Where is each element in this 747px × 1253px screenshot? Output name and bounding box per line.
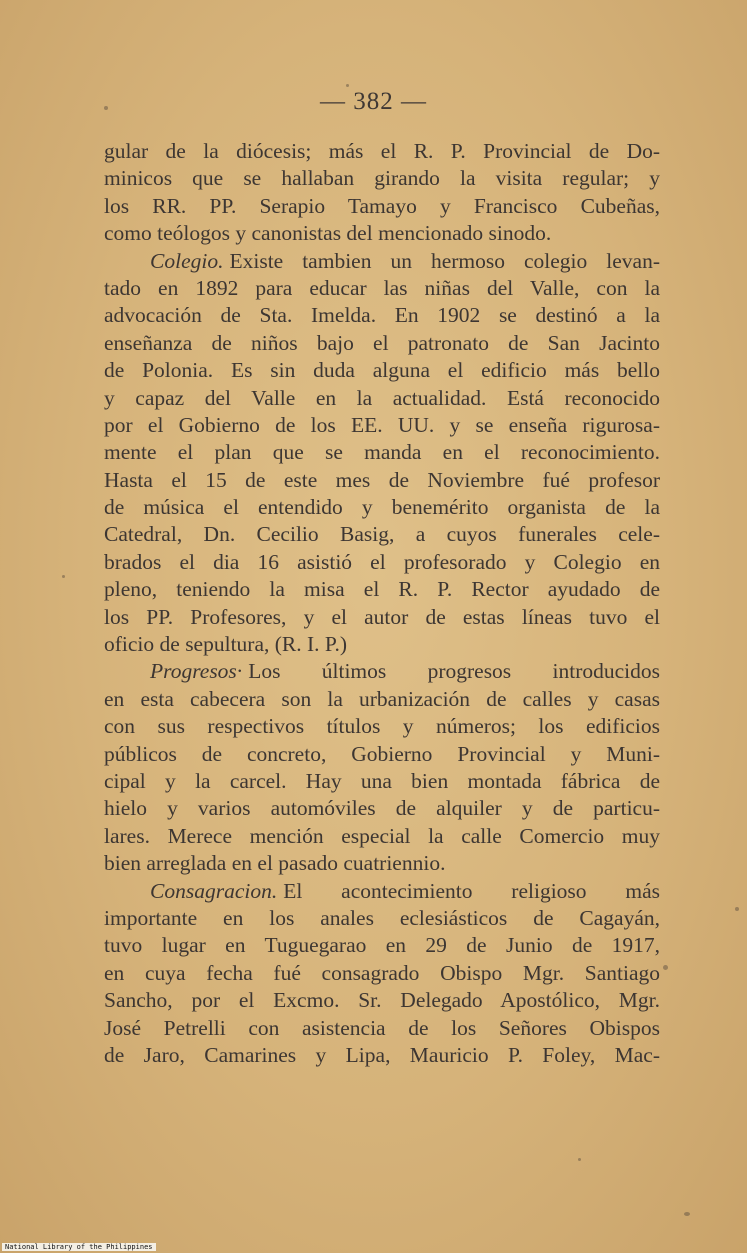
line-text: pleno, teniendo la misa el R. P. Rector ayudado de [104, 577, 660, 602]
line-text: hielo y varios automóviles de alquiler y de particu- [104, 796, 660, 821]
line-text: brados el dia 16 asistió el profesorado y Colegio en [104, 549, 660, 574]
text-line [104, 878, 660, 905]
line-text: Hasta el 15 de este mes de Noviembre fué profesor [104, 467, 660, 492]
library-watermark: National Library of the Philippines [2, 1243, 156, 1251]
line-text: oficio de sepultura, (R. I. P.) [104, 632, 348, 657]
paper-speck [578, 1158, 581, 1161]
text-line [104, 165, 660, 192]
line-text: de música el entendido y benemérito organista de la [104, 495, 660, 520]
line-text: Catedral, Dn. Cecilio Basig, a cuyos funerales cele- [104, 522, 660, 547]
text-line [104, 248, 660, 275]
line-text: Existe tambien un hermoso colegio levan- [229, 248, 660, 273]
text-line [104, 439, 660, 466]
line-text: cipal y la carcel. Hay una bien montada fábrica de [104, 768, 660, 793]
text-line [104, 686, 660, 713]
line-text: Los últimos progresos introducidos [248, 659, 660, 684]
text-line [104, 1042, 660, 1069]
section-heading: Consagracion. [150, 878, 278, 903]
paper-speck [346, 84, 349, 87]
line-text: bien arreglada en el pasado cuatriennio. [104, 851, 446, 876]
line-text: El acontecimiento religioso más [283, 878, 660, 903]
text-line [104, 713, 660, 740]
line-text: por el Gobierno de los EE. UU. y se enseña rigurosa- [104, 412, 660, 437]
line-text: de Jaro, Camarines y Lipa, Mauricio P. Foley, Mac- [104, 1042, 660, 1067]
text-line [104, 302, 660, 329]
line-text: tado en 1892 para educar las niñas del Valle, con la [104, 275, 660, 300]
line-text: de Polonia. Es sin duda alguna el edificio más bello [104, 358, 660, 383]
line-text: advocación de Sta. Imelda. En 1902 se destinó a la [104, 303, 660, 328]
line-text: importante en los anales eclesiásticos de Cagayán, [104, 905, 660, 930]
text-line [104, 549, 660, 576]
line-text: lares. Merece mención especial la calle Comercio muy [104, 823, 660, 848]
text-line [104, 768, 660, 795]
text-line [104, 330, 660, 357]
text-line [104, 631, 660, 658]
text-line [104, 576, 660, 603]
line-text: y capaz del Valle en la actualidad. Está reconocido [104, 385, 660, 410]
paper-speck [684, 1212, 690, 1216]
text-line [104, 932, 660, 959]
text-line [104, 357, 660, 384]
text-line [104, 960, 660, 987]
line-text: enseñanza de niños bajo el patronato de San Jacinto [104, 330, 660, 355]
text-line [104, 385, 660, 412]
text-line [104, 850, 660, 877]
line-text: los RR. PP. Serapio Tamayo y Francisco Cubeñas, [104, 193, 660, 218]
paper-speck [735, 907, 739, 911]
text-line [104, 521, 660, 548]
line-text: como teólogos y canonistas del mencionado sinodo. [104, 221, 552, 246]
line-text: públicos de concreto, Gobierno Provincial y Muni- [104, 741, 660, 766]
text-line [104, 795, 660, 822]
section-heading: Colegio. [150, 248, 224, 273]
line-text: mente el plan que se manda en el reconocimiento. [104, 440, 660, 465]
line-text: Sancho, por el Excmo. Sr. Delegado Apostólico, Mgr. [104, 988, 660, 1013]
text-line [104, 220, 660, 247]
paper-speck [104, 106, 108, 110]
text-line [104, 823, 660, 850]
page-number: — 382 — [320, 88, 427, 115]
paper-speck [62, 575, 65, 578]
section-heading: Progresos· [150, 659, 243, 684]
text-line [104, 275, 660, 302]
text-line [104, 905, 660, 932]
text-line [104, 138, 660, 165]
text-line [104, 1015, 660, 1042]
text-line [104, 467, 660, 494]
line-text: con sus respectivos títulos y números; los edificios [104, 714, 660, 739]
text-line [104, 658, 660, 685]
line-text: los PP. Profesores, y el autor de estas líneas tuvo el [104, 604, 660, 629]
line-text: en esta cabecera son la urbanización de calles y casas [104, 686, 660, 711]
paper-speck [663, 965, 668, 970]
text-line [104, 193, 660, 220]
line-text: José Petrelli con asistencia de los Señores Obispos [104, 1015, 660, 1040]
text-line [104, 741, 660, 768]
line-text: gular de la diócesis; más el R. P. Provincial de Do- [104, 139, 660, 163]
text-line [104, 412, 660, 439]
line-text: minicos que se hallaban girando la visita regular; y [104, 166, 660, 191]
text-line [104, 604, 660, 631]
line-text: tuvo lugar en Tuguegarao en 29 de Junio de 1917, [104, 933, 660, 958]
line-text: en cuya fecha fué consagrado Obispo Mgr. Santiago [104, 960, 660, 985]
text-line [104, 494, 660, 521]
body-text [104, 138, 660, 1069]
text-line [104, 987, 660, 1014]
